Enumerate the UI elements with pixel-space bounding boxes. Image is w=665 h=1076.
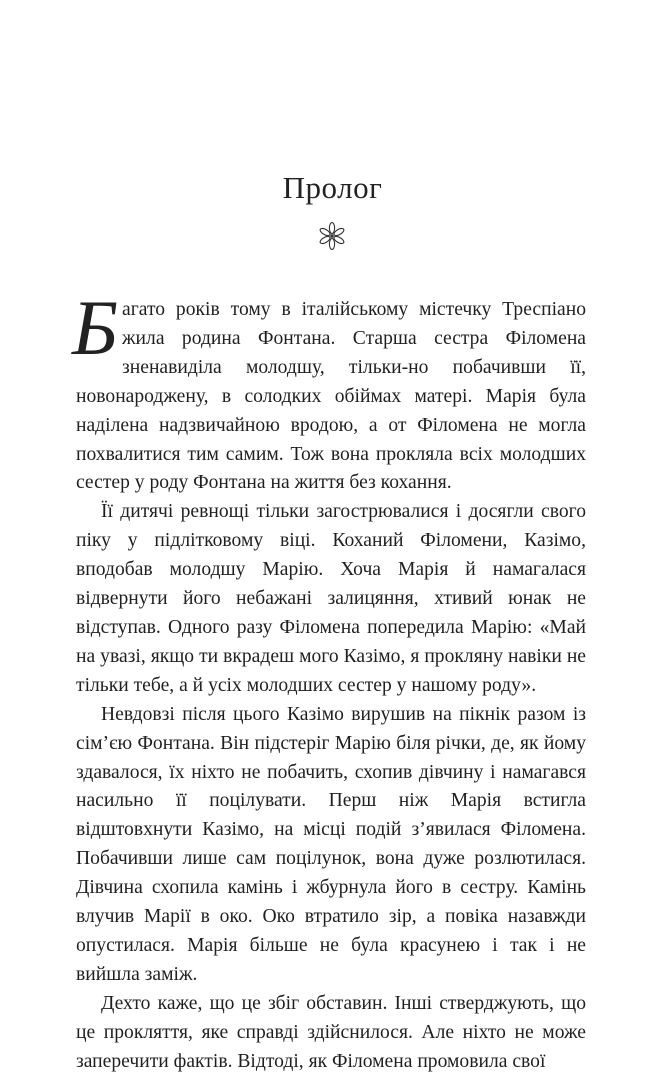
flower-ornament-icon xyxy=(316,220,348,252)
paragraph-1-text: агато років тому в італійському містечку Треспіано жила родина Фонтана. Старша сестра Філомена зненавиділа молодшу, тільки-но побачивши її, новонароджену, в солодких обіймах матері. Марія була наділена надзвичайною вродою, а от Філомена не могла похвалитися тим самим. Тож вона прокляла всіх молодших сестер у роду Фонтана на життя без кохання. xyxy=(76,299,586,494)
chapter-body xyxy=(72,284,586,1076)
paragraph-4: Дехто каже, що це збіг обставин. Інші стверджують, що це прокляття, яке справді здійснилося. Але ніхто не може заперечити фактів. Відтоді, як Філомена промовила свої xyxy=(76,992,586,1072)
paragraph-2: Її дитячі ревнощі тільки загострювалися і досягли свого піку у підлітковому віці. Коханий Філомени, Казімо, вподобав молодшу Марію. Хоча Марія й намагалася відвернути його небажані залицяння, хтивий юнак не відступав. Одного разу Філомена попередила Марію: «Май на увазі, якщо ти вкрадеш мого Казімо, я прокляну навіки не тільки тебе, а й усіх молодших сестер у нашому роду». xyxy=(76,501,586,696)
paragraph-1 xyxy=(72,284,586,498)
chapter-title: Пролог xyxy=(282,170,383,205)
paragraph-3: Невдовзі після цього Казімо вирушив на пікнік разом із сім’єю Фонтана. Він підстеріг Марію біля річки, де, як йому здавалося, їх ніхто не побачить, схопив дівчину і намагався насильно її поцілувати. Перш ніж Марія встигла відштовхнути Казімо, на місці подій з’явилася Філомена. Побачивши лише сам поцілунок, вона дуже розлютилася. Дівчина схопила камінь і жбурнула його в сестру. Камінь влучив Марії в око. Око втратило зір, а повіка назавжди опустилася. Марія більше не була красунею і так і не вийшла заміж. xyxy=(76,703,586,985)
drop-cap: Б xyxy=(72,284,119,371)
